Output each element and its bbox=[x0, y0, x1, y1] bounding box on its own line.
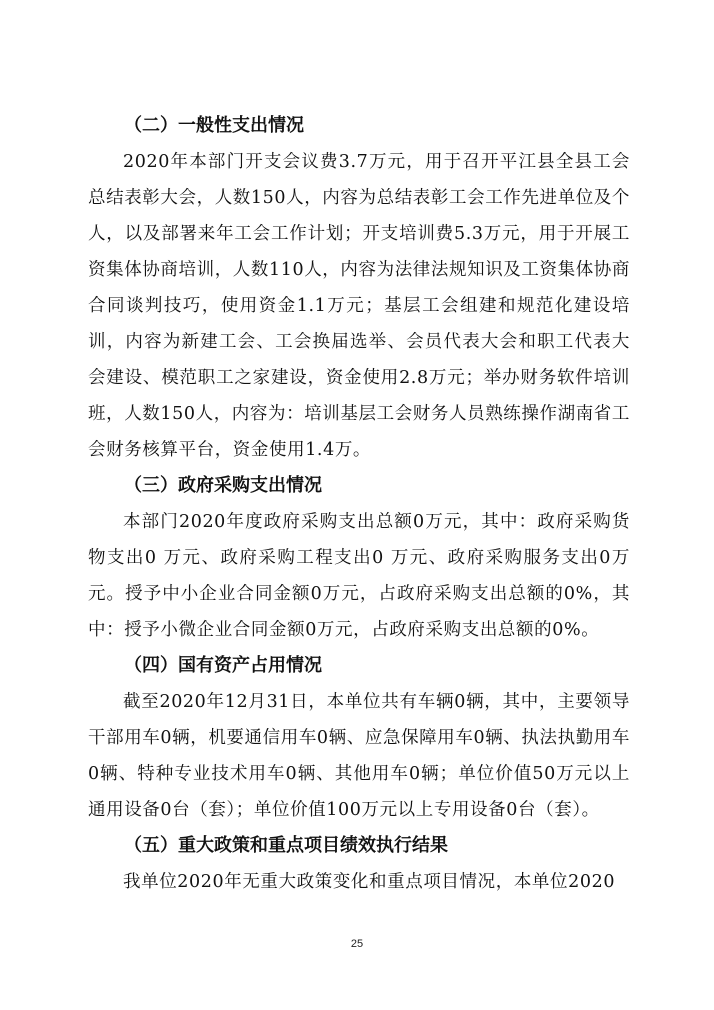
section-heading-major-policies: （五）重大政策和重点项目绩效执行结果 bbox=[124, 835, 448, 856]
section-paragraph-government-procurement: 本部门2020年度政府采购支出总额0万元，其中：政府采购货物支出0 万元、政府采购工程支出0 万元、政府采购服务支出0万元。授予中小企业合同金额0万元，占政府采购支出总额的0%，其中：授予小微企业合同金额0万元，占政府采购支出总额的0%。 bbox=[88, 512, 630, 640]
document-body bbox=[88, 108, 630, 900]
section-heading-government-procurement: （三）政府采购支出情况 bbox=[124, 475, 322, 496]
section-paragraph-general-expenditure: 2020年本部门开支会议费3.7万元，用于召开平江县全县工会总结表彰大会，人数150人，内容为总结表彰工会工作先进单位及个人，以及部署来年工会工作计划；开支培训费5.3万元，用于开展工资集体协商培训，人数110人，内容为法律法规知识及工资集体协商合同谈判技巧，使用资金1.1万元；基层工会组建和规范化建设培训，内容为新建工会、工会换届选举、会员代表大会和职工代表大会建设、模范职工之家建设，资金使用2.8万元；举办财务软件培训班，人数150人，内容为：培训基层工会财务人员熟练操作湖南省工会财务核算平台，资金使用1.4万。 bbox=[88, 152, 630, 460]
page-number: 25 bbox=[350, 938, 364, 950]
section-paragraph-state-assets: 截至2020年12月31日，本单位共有车辆0辆，其中，主要领导干部用车0辆，机要通信用车0辆、应急保障用车0辆、执法执勤用车0辆、特种专业技术用车0辆、其他用车0辆；单位价值50万元以上通用设备0台（套）；单位价值100万元以上专用设备0台（套）。 bbox=[88, 692, 630, 820]
section-heading-state-assets: （四）国有资产占用情况 bbox=[124, 655, 322, 676]
section-heading-general-expenditure: （二）一般性支出情况 bbox=[124, 115, 304, 136]
section-paragraph-major-policies: 我单位2020年无重大政策变化和重点项目情况，本单位2020 bbox=[123, 872, 616, 892]
